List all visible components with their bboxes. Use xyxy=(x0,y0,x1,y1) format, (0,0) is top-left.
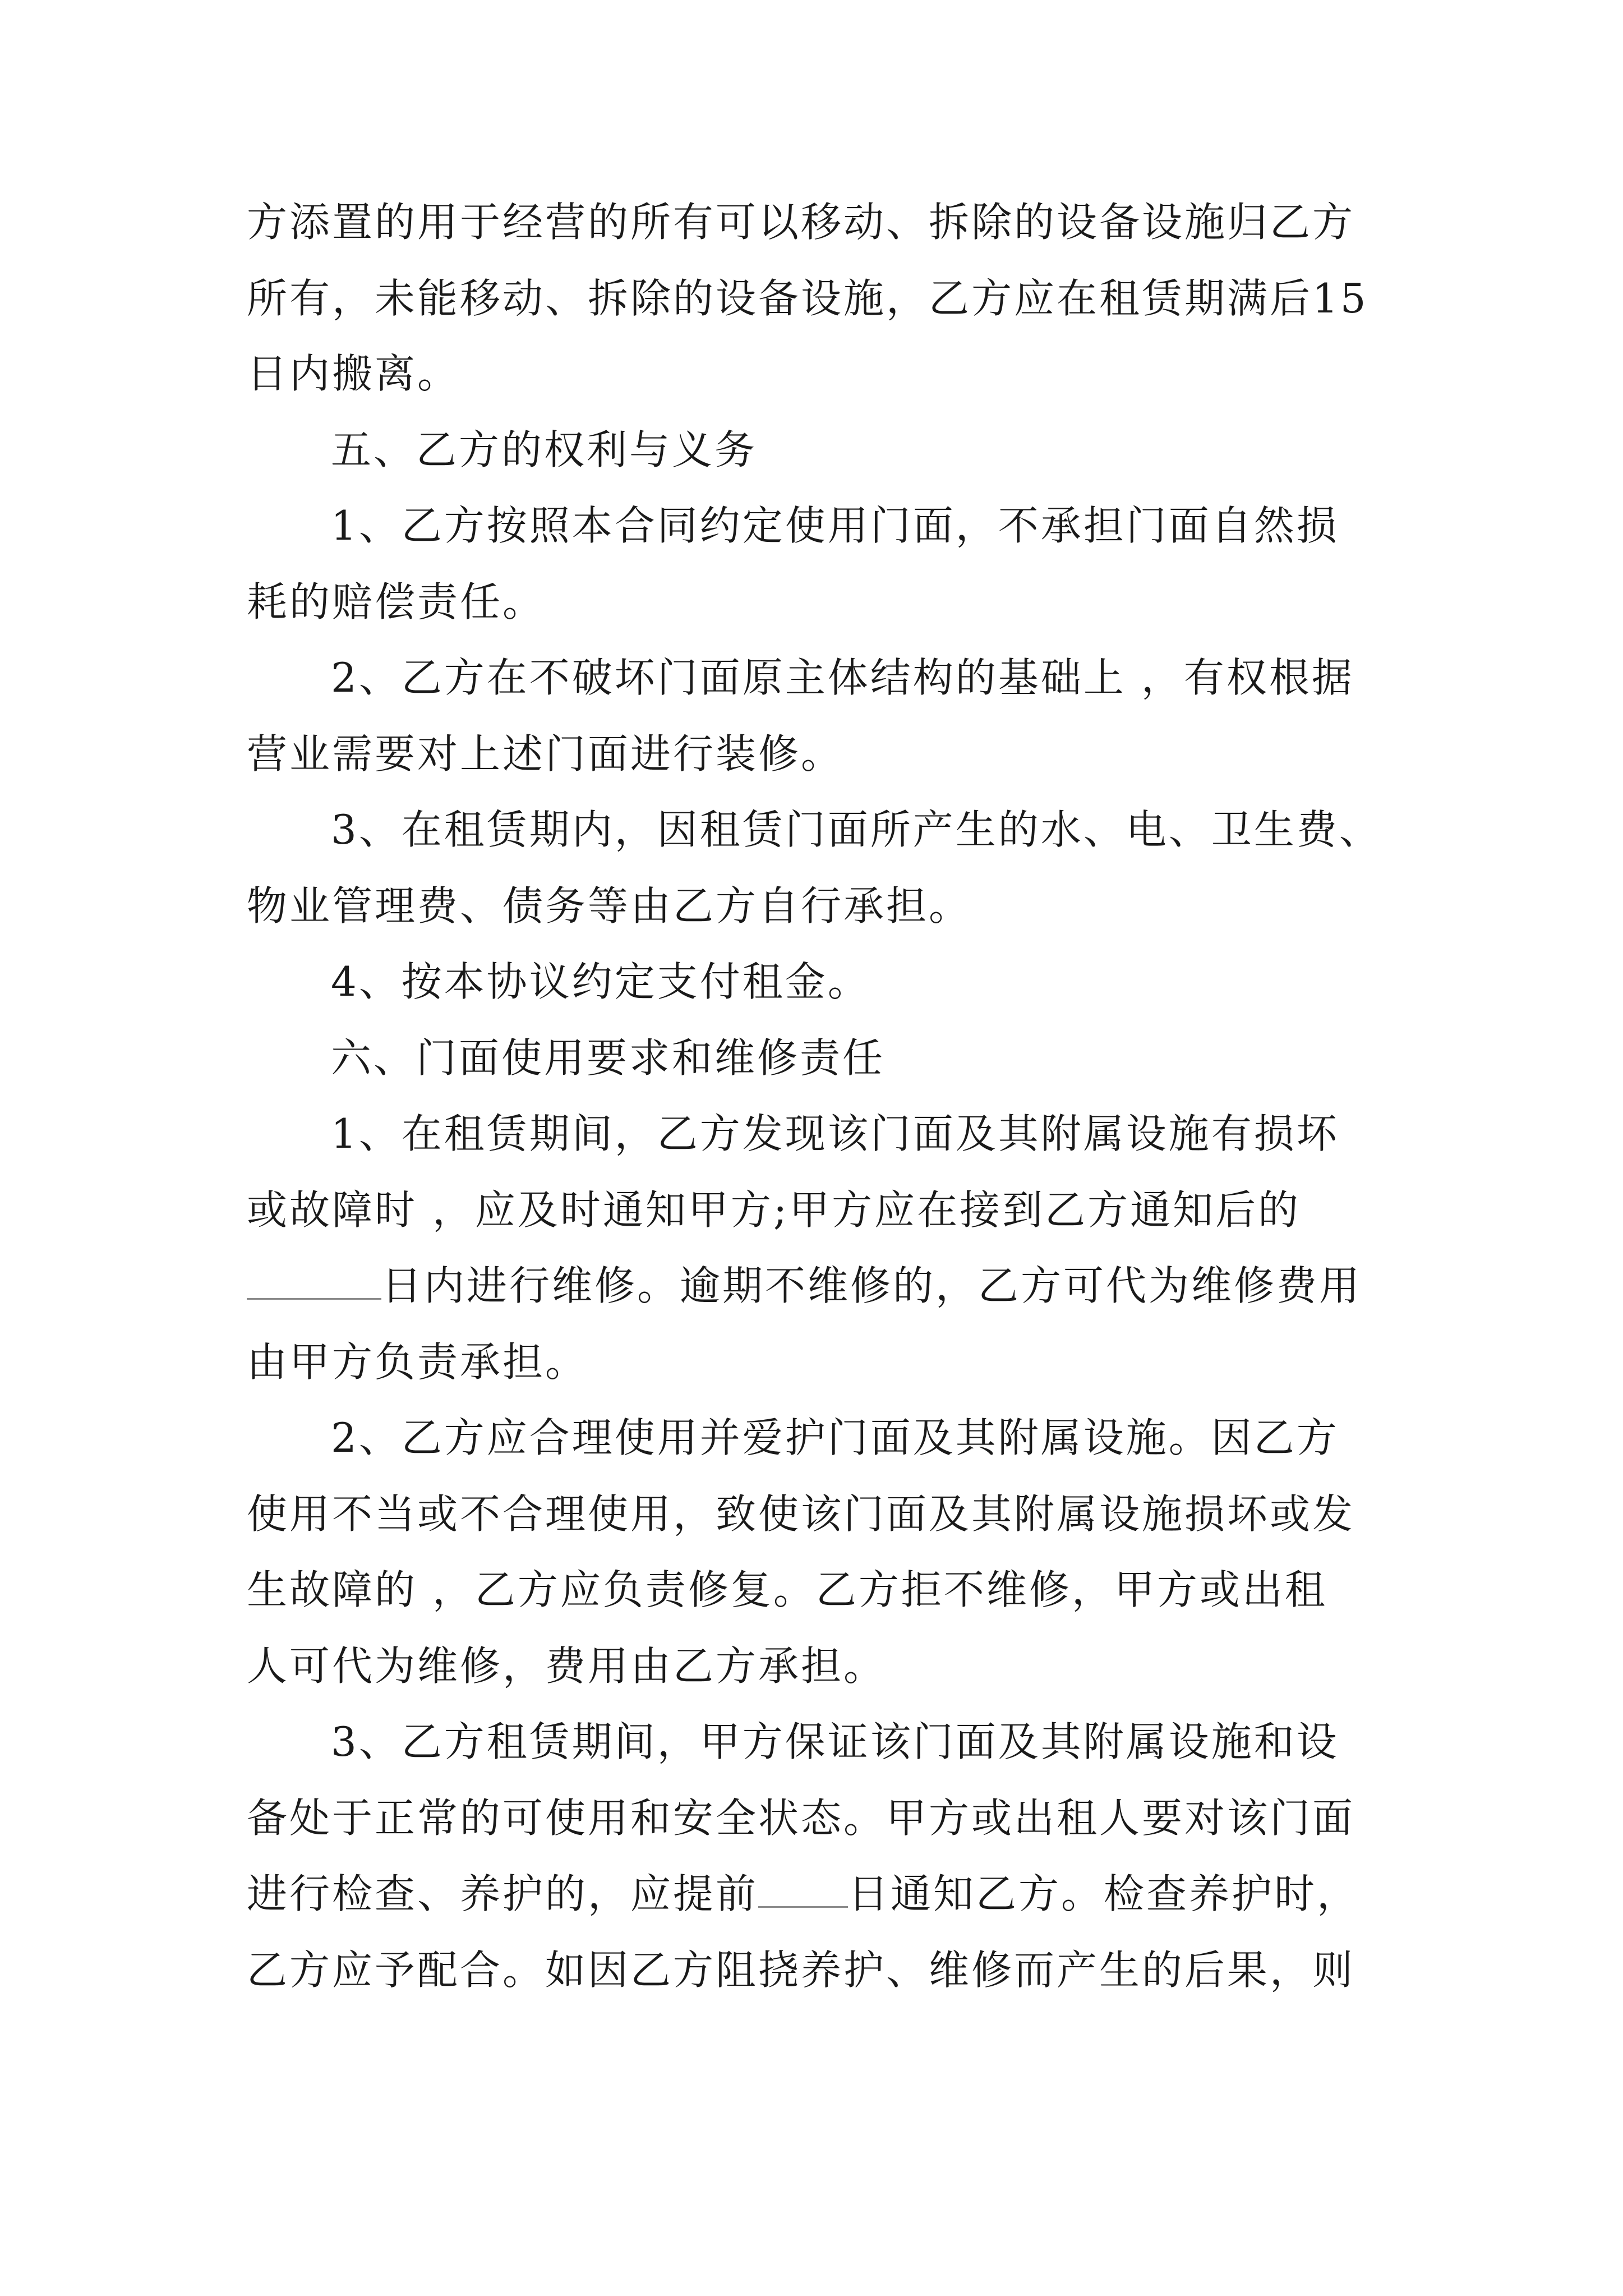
text-line: 1、乙方按照本合同约定使用门面，不承担门面自然损 xyxy=(331,502,1339,549)
text-line: 备处于正常的可使用和安全状态。甲方或出租人要对该门面 xyxy=(247,1795,1355,1842)
text-line: 使用不当或不合理使用，致使该门面及其附属设施损坏或发 xyxy=(247,1490,1355,1538)
text-line: 耗的赔偿责任。 xyxy=(247,578,546,625)
text-line: 3、乙方租赁期间，甲方保证该门面及其附属设施和设 xyxy=(331,1718,1339,1765)
text-line: 1、在租赁期间，乙方发现该门面及其附属设施有损坏 xyxy=(331,1110,1339,1157)
text-line: 方添置的用于经营的所有可以移动、拆除的设备设施归乙方 xyxy=(247,199,1355,246)
text-line-with-blank xyxy=(247,1866,1359,1922)
text-line: 2、乙方在不破坏门面原主体结构的基础上 ，有权根据 xyxy=(331,654,1354,701)
text-line: 4、按本协议约定支付租金。 xyxy=(331,958,870,1005)
text-line-with-blank xyxy=(247,1258,1362,1314)
fill-in-blank xyxy=(247,1261,381,1300)
text-line: 生故障的 ，乙方应负责修复。乙方拒不维修，甲方或出租 xyxy=(247,1566,1327,1613)
text-segment: 进行检查、养护的，应提前 xyxy=(247,1870,759,1917)
text-line: 人可代为维修，费用由乙方承担。 xyxy=(247,1642,887,1690)
section-heading: 六、门面使用要求和维修责任 xyxy=(331,1034,886,1082)
fill-in-blank xyxy=(758,1869,848,1908)
text-line: 日内搬离。 xyxy=(247,350,460,397)
text-segment: 日内进行维修。逾期不维修的，乙方可代为维修费用 xyxy=(381,1262,1362,1309)
text-line: 乙方应予配合。如因乙方阻挠养护、维修而产生的后果，则 xyxy=(247,1947,1355,1994)
text-line: 由甲方负责承担。 xyxy=(247,1338,588,1386)
text-line: 所有，未能移动、拆除的设备设施，乙方应在租赁期满后15 xyxy=(247,275,1368,322)
text-line: 或故障时 ，应及时通知甲方;甲方应在接到乙方通知后的 xyxy=(247,1186,1301,1234)
section-heading: 五、乙方的权利与义务 xyxy=(331,426,758,473)
text-segment: 日通知乙方。检查养护时， xyxy=(848,1870,1360,1917)
text-line: 2、乙方应合理使用并爱护门面及其附属设施。因乙方 xyxy=(331,1414,1339,1461)
text-line: 物业管理费、债务等由乙方自行承担。 xyxy=(247,882,972,930)
text-line: 3、在租赁期内，因租赁门面所产生的水、电、卫生费、 xyxy=(331,806,1382,853)
text-line: 营业需要对上述门面进行装修。 xyxy=(247,730,844,777)
